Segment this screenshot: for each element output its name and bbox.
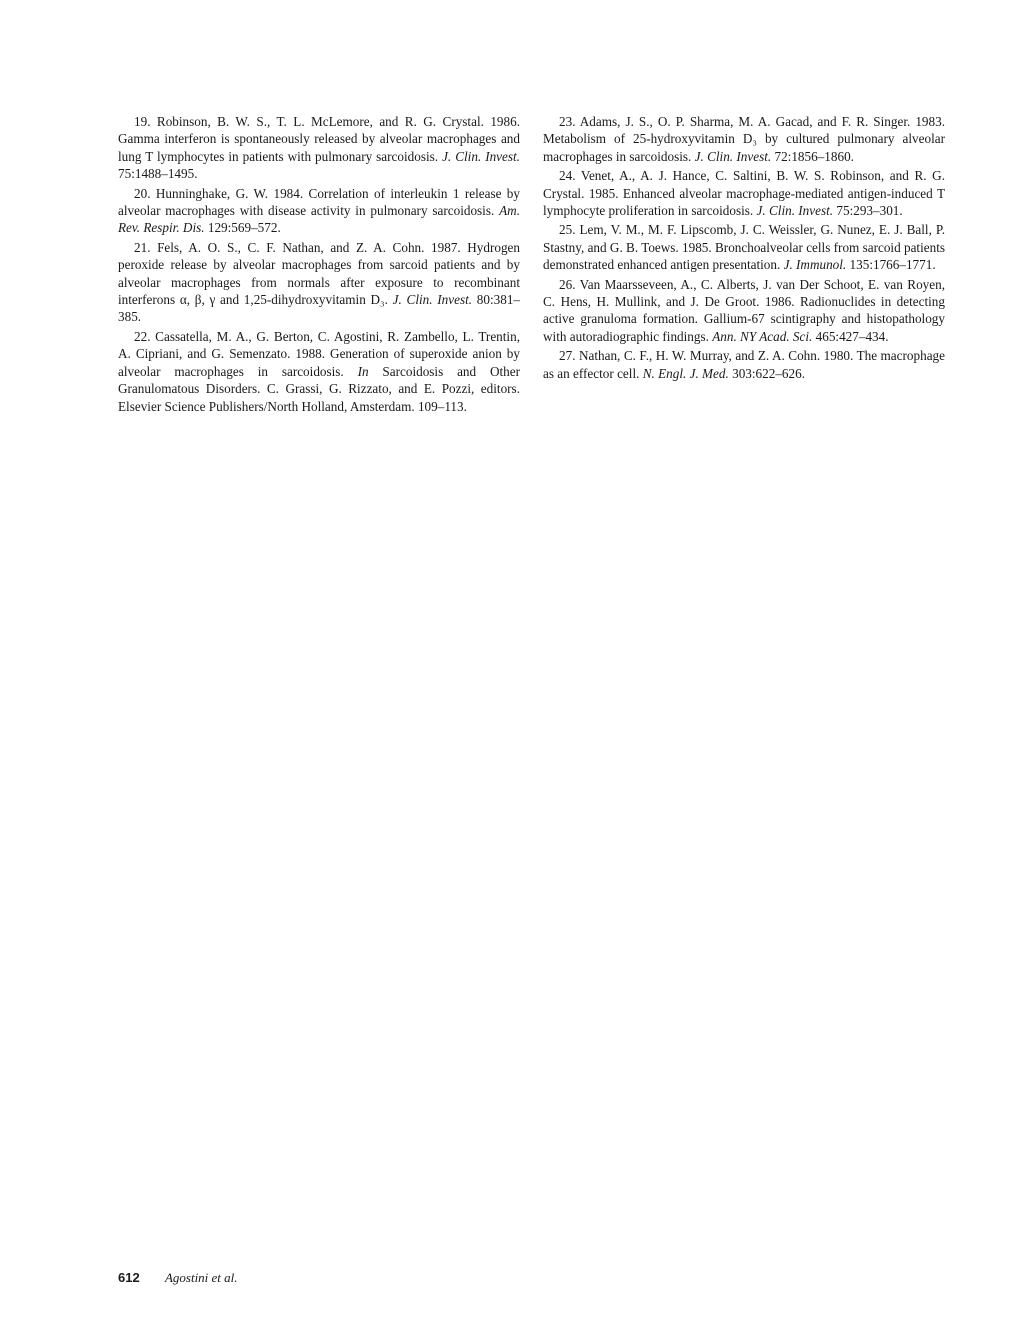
- reference-entry: [118, 239, 520, 326]
- reference-entry: [543, 113, 945, 165]
- reference-entry: [543, 276, 945, 346]
- reference-text: 20. Hunninghake, G. W. 1984. Correlation of interleukin 1 release by alveolar macrophages with disease activity in pulmonary sarcoidosis.: [118, 185, 520, 219]
- reference-text: 26. Van Maarsseveen, A., C. Alberts, J. van Der Schoot, E. van Royen, C. Hens, H. Mullink, and J. De Groot. 1986. Radionuclides in detecting active granuloma formation. Gallium-67 scintigraphy and histopathology with autoradiographic findings.: [543, 276, 945, 344]
- reference-journal: Am. Rev. Respir. Dis.: [118, 203, 520, 236]
- reference-text: 72:1856–1860.: [771, 148, 854, 164]
- running-head: Agostini et al.: [164, 1270, 238, 1285]
- reference-journal: J. Clin. Invest.: [694, 148, 772, 164]
- reference-text: 24. Venet, A., A. J. Hance, C. Saltini, B. W. S. Robinson, and R. G. Crystal. 1985. Enhanced alveolar macrophage-mediated antigen-induced T lymphocyte proliferation in sarcoidosis.: [543, 168, 945, 219]
- reference-entry: [118, 185, 520, 237]
- reference-journal: J. Clin. Invest.: [442, 148, 520, 164]
- reference-entry: [543, 221, 945, 273]
- reference-text: 135:1766–1771.: [846, 257, 936, 273]
- reference-text: 22. Cassatella, M. A., G. Berton, C. Agostini, R. Zambello, L. Trentin, A. Cipriani, and G. Semenzato. 1988. Generation of superoxide anion by alveolar macrophages in sarcoidosis.: [118, 328, 520, 379]
- reference-text: 80:381–385.: [118, 292, 521, 325]
- reference-entry: [543, 347, 945, 382]
- reference-journal: N. Engl. J. Med.: [642, 365, 729, 381]
- reference-text: 303:622–626.: [728, 365, 805, 381]
- page-footer: [118, 1270, 238, 1286]
- reference-list-left: [118, 113, 520, 417]
- reference-text: 27. Nathan, C. F., H. W. Murray, and Z. A. Cohn. 1980. The macrophage as an effector cell.: [543, 348, 945, 381]
- reference-text: 23. Adams, J. S., O. P. Sharma, M. A. Gacad, and F. R. Singer. 1983. Metabolism of 25-hydroxyvitamin D₃ by cultured pulmonary alveolar macrophages in sarcoidosis.: [543, 114, 945, 164]
- reference-entry: [118, 328, 520, 415]
- reference-text: 75:1488–1495.: [118, 166, 198, 182]
- reference-text: 25. Lem, V. M., M. F. Lipscomb, J. C. Weissler, G. Nunez, E. J. Ball, P. Stastny, and G. B. Toews. 1985. Bronchoalveolar cells from sarcoid patients demonstrated enhanced antigen presentation.: [543, 222, 945, 273]
- reference-list-right: [543, 113, 945, 384]
- page-number: 612: [118, 1270, 140, 1285]
- reference-entry: [118, 113, 520, 183]
- reference-text: Sarcoidosis and Other Granulomatous Disorders. C. Grassi, G. Rizzato, and E. Pozzi, editors. Elsevier Science Publishers/North Holland, Amsterdam. 109–113.: [118, 363, 520, 414]
- reference-journal: J. Clin. Invest.: [392, 292, 473, 308]
- reference-text: 465:427–434.: [812, 328, 889, 344]
- reference-journal: In: [357, 363, 369, 379]
- reference-text: 129:569–572.: [204, 220, 281, 236]
- reference-text: 21. Fels, A. O. S., C. F. Nathan, and Z. A. Cohn. 1987. Hydrogen peroxide release by alveolar macrophages from sarcoid patients and by alveolar macrophages from normals after exposure to recombinant interferons α, β, γ and 1,25-dihydroxyvitamin D₃.: [118, 239, 520, 308]
- reference-entry: [543, 167, 945, 219]
- reference-journal: J. Immunol.: [783, 257, 847, 273]
- reference-text: 75:293–301.: [833, 203, 903, 219]
- reference-journal: J. Clin. Invest.: [756, 203, 834, 219]
- reference-text: 19. Robinson, B. W. S., T. L. McLemore, and R. G. Crystal. 1986. Gamma interferon is spontaneously released by alveolar macrophages and lung T lymphocytes in patients with pulmonary sarcoidosis.: [118, 114, 520, 164]
- reference-journal: Ann. NY Acad. Sci.: [712, 328, 813, 344]
